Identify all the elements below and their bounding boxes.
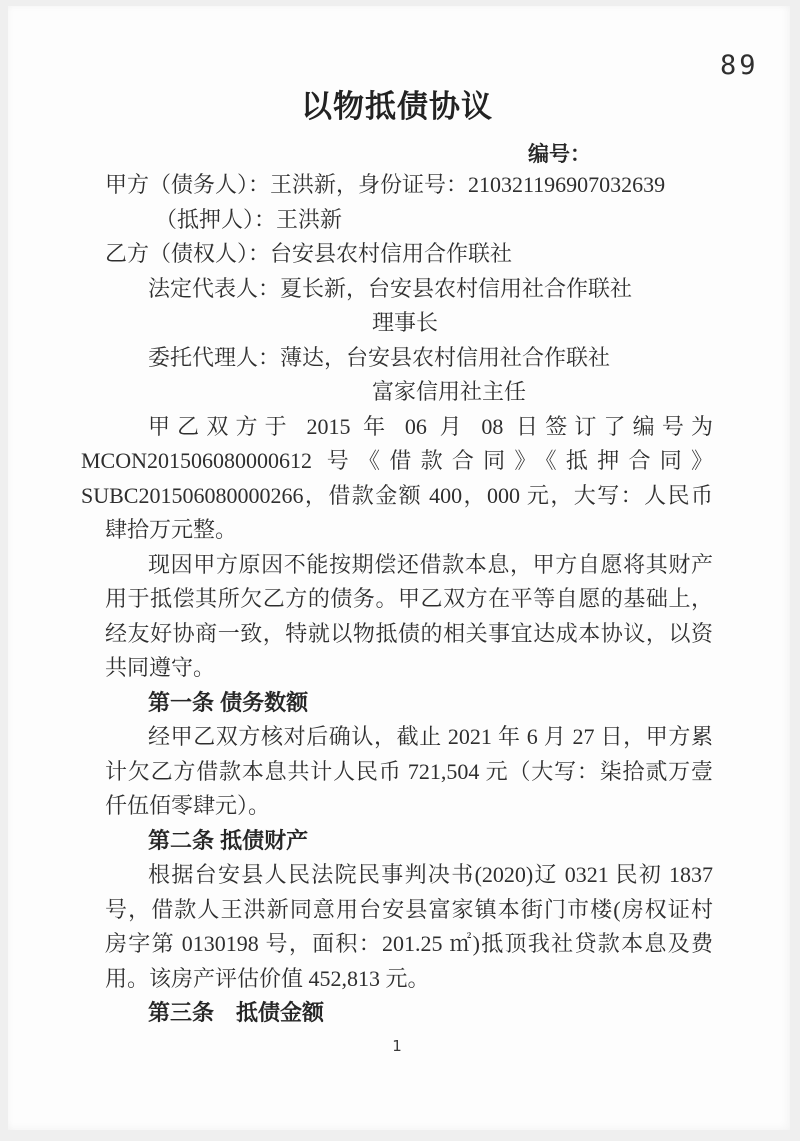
document-line: 法定代表人：夏长新，台安县农村信用社合作联社 [148,275,633,301]
document-line: 富家信用社主任 [372,379,527,404]
document-line: 第二条 抵债财产 [148,827,309,853]
document-line: 甲乙双方于 2015 年 06 月 08 日签订了编号为 [148,413,713,439]
document-line: 经友好协商一致，特就以物抵债的相关事宜达成本协议，以资 [105,620,713,646]
document-line: 根据台安县人民法院民事判决书(2020)辽 0321 民初 1837 [148,862,713,887]
document-line: 用于抵偿其所欠乙方的债务。甲乙双方在平等自愿的基础上， [105,586,713,611]
document-line: 用。该房产评估价值 452,813 元。 [105,965,430,991]
document-line: 号，借款人王洪新同意用台安县富家镇本街门市楼(房权证村 [105,896,713,922]
document-page [8,6,790,1130]
document-line: 现因甲方原因不能按期偿还借款本息，甲方自愿将其财产 [148,551,713,577]
document-line: MCON201506080000612 号《借款合同》《抵押合同》 [81,448,713,473]
document-line: 仟伍佰零肆元）。 [105,793,271,818]
document-line: 第一条 债务数额 [148,689,309,715]
document-line: SUBC201506080000266，借款金额 400，000 元，大写：人民币 [81,482,713,508]
document-number-label: 编号： [528,143,591,166]
document-line: （抵押人）：王洪新 [155,206,343,232]
document-lines [81,168,713,1031]
document-line: 肆拾万元整。 [105,517,238,542]
document-line: 乙方（债权人）：台安县农村信用合作联社 [105,241,513,266]
document-line: 理事长 [372,310,439,335]
document-body [8,6,790,1055]
document-line: 委托代理人：薄达，台安县农村信用社合作联社 [148,344,611,370]
document-line: 经甲乙双方核对后确认，截止 2021 年 6 月 27 日，甲方累 [148,724,713,749]
document-line: 第三条 抵债金额 [148,1000,325,1025]
document-line: 共同遵守。 [105,655,216,680]
corner-page-number: 89 [720,50,759,81]
document-line: 房字第 0130198 号，面积：201.25 ㎡)抵顶我社贷款本息及费 [105,931,713,956]
document-line: 计欠乙方借款本息共计人民币 721,504 元（大写：柒拾贰万壹 [105,758,713,784]
footer-page-number: 1 [392,1036,402,1055]
document-line: 甲方（债务人）：王洪新，身份证号：210321196907032639 [105,172,666,197]
document-title: 以物抵债协议 [301,89,493,124]
